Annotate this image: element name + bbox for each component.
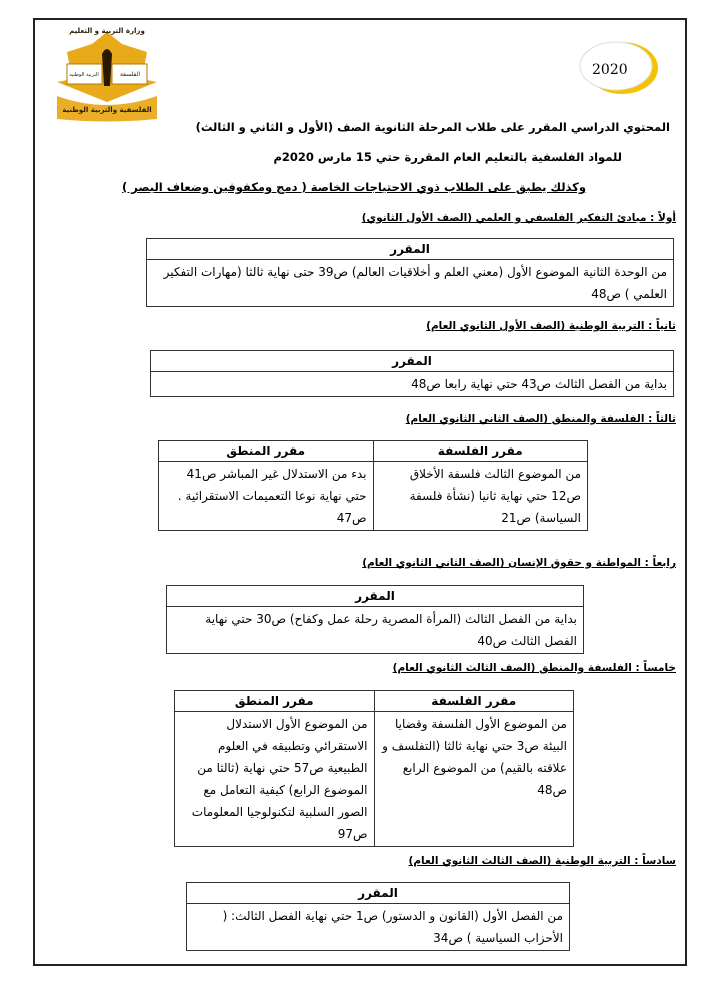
section-5-title: خامساً : الفلسفة والمنطق (الصف الثالث الثانوي العام) (392, 662, 676, 674)
header-line-2: للمواد الفلسفية بالتعليم العام المقررة حتي 15 مارس 2020م (273, 150, 622, 164)
section-5-table (174, 690, 574, 847)
section-2-table (150, 350, 674, 397)
section-1-header: المقرر (147, 239, 674, 260)
year-badge-text: 2020 (592, 62, 628, 78)
section-6-table (186, 882, 570, 951)
section-1-table (146, 238, 674, 307)
logo-left-label: الفلسفة (119, 71, 141, 78)
section-5-col1-header: مقرر الفلسفة (374, 691, 574, 712)
section-3-col1: من الموضوع الثالث فلسفة الأخلاق ص12 حتي نهاية ثانيا (نشأة فلسفة السياسة) ص21 (373, 462, 588, 531)
section-2-content: بداية من الفصل الثالث ص43 حتي نهاية رابعا ص48 (151, 372, 674, 397)
section-2-header: المقرر (151, 351, 674, 372)
header-line-1: المحتوي الدراسي المقرر على طلاب المرحلة الثانوية الصف (الأول و الثاني و الثالث) (195, 120, 670, 134)
section-3-col2-header: مقرر المنطق (159, 441, 374, 462)
section-5-col2: من الموضوع الأول الاستدلال الاستقرائي وتطبيقه في العلوم الطبيعية ص57 حتي نهاية (ثالثا من الموضوع الرابع) كيفية التعامل مع الصور السلبية لتكنولوجيا المعلومات ص97 (175, 712, 375, 847)
section-3-table (158, 440, 588, 531)
section-5-col1: من الموضوع الأول الفلسفة وقضايا البيئة ص3 حتي نهاية ثالثا (التفلسف و علاقته بالقيم) من الموضوع الرابع ص48 (374, 712, 574, 847)
logo-right-label: التربية الوطنية (69, 72, 99, 78)
ministry-logo (52, 24, 162, 124)
logo-top-text: وزارة التربية و التعليم (69, 27, 145, 35)
section-1-content: من الوحدة الثانية الموضوع الأول (معني العلم و أخلاقيات العالم) ص39 حتى نهاية ثالثا (مهارات التفكير العلمي ) ص48 (147, 260, 674, 307)
section-3-col2: بدء من الاستدلال غير المباشر ص41 حتي نهاية نوعا التعميمات الاستقرائية . ص47 (159, 462, 374, 531)
section-6-header: المقرر (187, 883, 570, 904)
header-line-3: وكذلك يطبق على الطلاب ذوي الاحتياجات الخاصة ( دمج ومكفوفين وضعاف البصر ) (122, 180, 586, 194)
section-3-title: ثالثاً : الفلسفة والمنطق (الصف الثاني الثانوي العام) (405, 413, 676, 425)
section-4-table (166, 585, 584, 654)
section-5-col2-header: مقرر المنطق (175, 691, 375, 712)
section-2-title: ثانياً : التربية الوطنية (الصف الأول الثانوي العام) (426, 320, 676, 332)
section-6-title: سادساً : التربية الوطنية (الصف الثالث الثانوي العام) (408, 855, 676, 867)
logo-bottom-text: الفلسفية والتربية الوطنية (62, 106, 152, 114)
section-4-content: بداية من الفصل الثالث (المرأة المصرية رحلة عمل وكفاح) ص30 حتي نهاية الفصل الثالث ص40 (167, 607, 584, 654)
section-6-content: من الفصل الأول (القانون و الدستور) ص1 حتي نهاية الفصل الثالث: ( الأحزاب السياسية ) ص34 (187, 904, 570, 951)
section-4-header: المقرر (167, 586, 584, 607)
section-3-col1-header: مقرر الفلسفة (373, 441, 588, 462)
section-1-title: أولاً : مبادئ التفكير الفلسفي و العلمي (الصف الأول الثانوي) (361, 212, 676, 224)
section-4-title: رابعاً : المواطنة و حقوق الإنسان (الصف الثاني الثانوي العام) (362, 557, 676, 569)
